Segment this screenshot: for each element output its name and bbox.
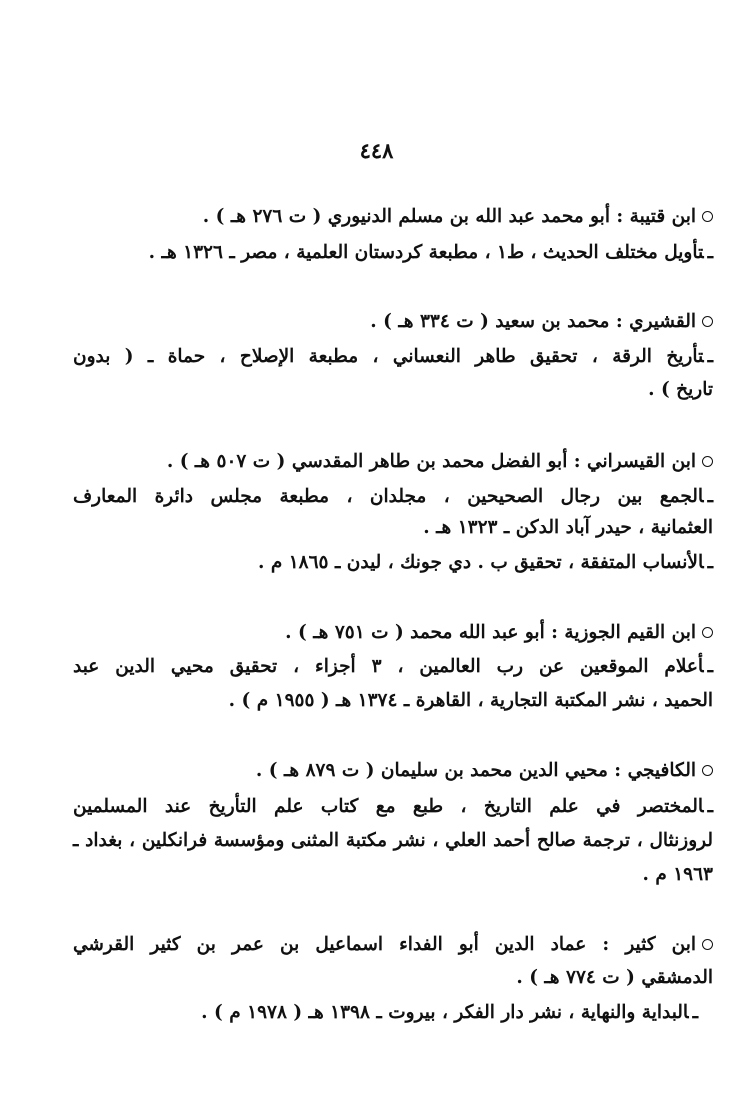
work-text: لروزنثال ، ترجمة صالح أحمد العلي ، نشر مكتبة المثنى ومؤسسة فرانكلين ، بغداد ـ bbox=[73, 830, 713, 851]
entry-heading-continuation bbox=[73, 966, 713, 990]
entry-heading-text: الدمشقي ( ت ٧٧٤ هـ ) . bbox=[516, 967, 713, 988]
dash-marker: ـ bbox=[707, 486, 713, 507]
dash-marker: ـ bbox=[707, 656, 713, 677]
work-text: ١٩٦٣ م . bbox=[642, 864, 713, 885]
entry-heading bbox=[73, 759, 713, 783]
circle-bullet-icon bbox=[702, 316, 713, 327]
work-line-continuation bbox=[73, 378, 713, 402]
entry-heading-text: الكافيجي : محيي الدين محمد بن سليمان ( ت ٨٧٩ هـ ) . bbox=[255, 760, 696, 781]
work-text: المختصر في علم التاريخ ، طبع مع كتاب علم التأريخ عند المسلمين bbox=[73, 796, 704, 817]
dash-marker: ـ bbox=[707, 552, 713, 573]
work-line bbox=[73, 485, 713, 509]
work-text: تأويل مختلف الحديث ، ط١ ، مطبعة كردستان العلمية ، مصر ـ ١٣٢٦ هـ . bbox=[148, 242, 704, 263]
work-line bbox=[73, 795, 713, 819]
work-text: تأريخ الرقة ، تحقيق طاهر النعساني ، مطبعة الإصلاح ، حماة ـ ( بدون bbox=[73, 346, 704, 367]
circle-bullet-icon bbox=[702, 765, 713, 776]
entry-heading-text: ابن القيسراني : أبو الفضل محمد بن طاهر المقدسي ( ت ٥٠٧ هـ ) . bbox=[166, 451, 696, 472]
work-line-continuation bbox=[73, 829, 713, 853]
circle-bullet-icon bbox=[702, 456, 713, 467]
entry-heading-text: ابن قتيبة : أبو محمد عبد الله بن مسلم الدنيوري ( ت ٢٧٦ هـ ) . bbox=[202, 206, 696, 227]
entry-heading-text: ابن كثير : عماد الدين أبو الفداء اسماعيل بن عمر بن كثير القرشي bbox=[73, 934, 696, 955]
entry-heading bbox=[73, 310, 713, 334]
circle-bullet-icon bbox=[702, 211, 713, 222]
work-line bbox=[73, 655, 713, 679]
circle-bullet-icon bbox=[702, 627, 713, 638]
work-text: البداية والنهاية ، نشر دار الفكر ، بيروت ـ ١٣٩٨ هـ ( ١٩٧٨ م ) . bbox=[201, 1002, 689, 1023]
work-text: العثمانية ، حيدر آباد الدكن ـ ١٣٢٣ هـ . bbox=[423, 517, 713, 538]
entry-heading bbox=[73, 450, 713, 474]
entry-heading-text: القشيري : محمد بن سعيد ( ت ٣٣٤ هـ ) . bbox=[370, 311, 696, 332]
dash-marker: ـ bbox=[692, 1002, 698, 1023]
work-line-continuation bbox=[73, 863, 713, 887]
work-line bbox=[73, 345, 713, 369]
page-number: ٤٤٨ bbox=[359, 138, 394, 163]
entry-heading bbox=[73, 933, 713, 957]
work-line bbox=[58, 1001, 698, 1025]
work-text: تاريخ ) . bbox=[648, 379, 713, 400]
circle-bullet-icon bbox=[702, 939, 713, 950]
work-text: الجمع بين رجال الصحيحين ، مجلدان ، مطبعة مجلس دائرة المعارف bbox=[73, 486, 704, 507]
work-line-continuation bbox=[73, 689, 713, 713]
work-text: أعلام الموقعين عن رب العالمين ، ٣ أجزاء ، تحقيق محيي الدين عبد bbox=[73, 656, 704, 677]
dash-marker: ـ bbox=[707, 796, 713, 817]
entry-heading-text: ابن القيم الجوزية : أبو عبد الله محمد ( ت ٧٥١ هـ ) . bbox=[285, 622, 696, 643]
dash-marker: ـ bbox=[707, 346, 713, 367]
work-line bbox=[73, 241, 713, 265]
work-line-continuation bbox=[73, 516, 713, 540]
work-line bbox=[73, 551, 713, 575]
dash-marker: ـ bbox=[707, 242, 713, 263]
work-text: الحميد ، نشر المكتبة التجارية ، القاهرة ـ ١٣٧٤ هـ ( ١٩٥٥ م ) . bbox=[228, 690, 713, 711]
entry-heading bbox=[73, 621, 713, 645]
entry-heading bbox=[73, 205, 713, 229]
work-text: الأنساب المتفقة ، تحقيق ب . دي جونك ، ليدن ـ ١٨٦٥ م . bbox=[257, 552, 704, 573]
